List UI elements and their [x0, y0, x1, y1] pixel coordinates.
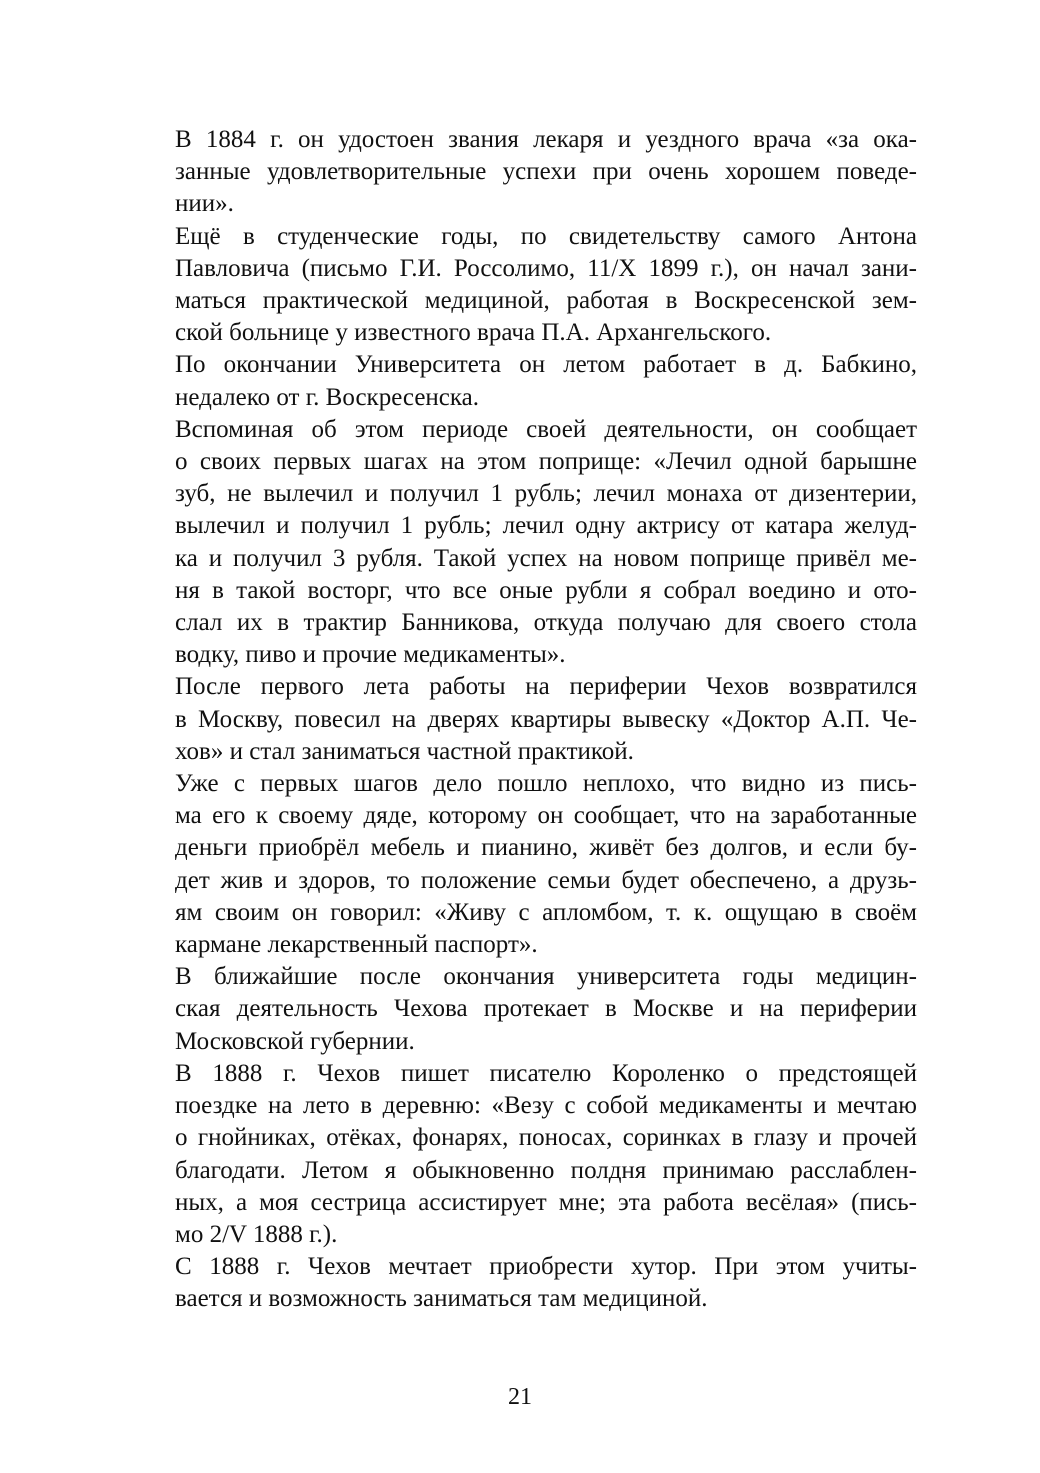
text-line: благодати. Летом я обыкновенно полдня принимаю расслаблен-	[175, 1156, 917, 1184]
text-line: Павловича (письмо Г.И. Россолимо, 11/X 1899 г.), он начал зани-	[175, 254, 917, 282]
text-line: мо 2/V 1888 г.).	[175, 1220, 338, 1248]
paragraph-7	[127, 961, 917, 1058]
text-line: С 1888 г. Чехов мечтает приобрести хутор. При этом учиты-	[175, 1253, 917, 1281]
text-line: кармане лекарственный паспорт».	[175, 931, 538, 959]
text-line: о гнойниках, отёках, фонарях, поносах, соринках в глазу и прочей	[175, 1124, 917, 1152]
text-line: ка и получил 3 рубля. Такой успех на новом поприще привёл ме-	[175, 544, 917, 572]
text-line: слал их в трактир Банникова, откуда получаю для своего стола	[175, 609, 917, 637]
text-line: недалеко от г. Воскресенска.	[175, 383, 480, 411]
text-line: вылечил и получил 1 рубль; лечил одну актрису от катара желуд-	[175, 512, 917, 540]
text-line: В 1888 г. Чехов пишет писателю Короленко о предстоящей	[175, 1059, 917, 1087]
paragraph-6	[127, 768, 917, 961]
text-line: водку, пиво и прочие медикаменты».	[175, 641, 566, 669]
text-line: ской больнице у известного врача П.А. Архангельского.	[175, 319, 772, 347]
text-line: Московской губернии.	[175, 1027, 415, 1055]
paragraph-3	[127, 349, 917, 413]
text-line: В 1884 г. он удостоен звания лекаря и уездного врача «за ока-	[175, 126, 917, 153]
paragraph-4	[127, 414, 917, 672]
text-line: в Москву, повесил на дверях квартиры вывеску «Доктор А.П. Че-	[175, 705, 917, 733]
text-line: ям своим он говорил: «Живу с апломбом, т. к. ощущаю в своём	[175, 898, 917, 926]
text-line: ская деятельность Чехова протекает в Москве и на периферии	[175, 995, 917, 1023]
text-line: По окончании Университета он летом работает в д. Бабкино,	[175, 351, 917, 379]
text-line: поездке на лето в деревню: «Везу с собой медикаменты и мечтаю	[175, 1092, 917, 1120]
text-line: хов» и стал заниматься частной практикой.	[175, 737, 634, 765]
text-line: нии».	[175, 190, 234, 218]
text-line: ня в такой восторг, что все оные рубли я собрал воедино и ото-	[175, 576, 917, 604]
text-line: В ближайшие после окончания университета годы медицин-	[175, 963, 917, 991]
text-line: ма его к своему дяде, которому он сообщает, что на заработанные	[175, 802, 917, 830]
page-body	[127, 124, 917, 1316]
text-line: ных, а моя сестрица ассистирует мне; эта работа весёлая» (пись-	[175, 1188, 917, 1216]
text-line: дет жив и здоров, то положение семьи будет обеспечено, а друзь-	[175, 866, 917, 894]
text-line: вается и возможность заниматься там медициной.	[175, 1285, 708, 1313]
text-line: занные удовлетворительные успехи при очень хорошем поведе-	[175, 158, 917, 186]
text-line: После первого лета работы на периферии Чехов возвратился	[175, 673, 917, 701]
text-line: деньги приобрёл мебель и пианино, живёт без долгов, и если бу-	[175, 834, 917, 862]
paragraph-2	[127, 221, 917, 350]
paragraph-1	[127, 124, 917, 221]
text-line: Ещё в студенческие годы, по свидетельству самого Антона	[175, 222, 917, 250]
page-number: 21	[508, 1384, 532, 1410]
text-line: Вспоминая об этом периоде своей деятельности, он сообщает	[175, 415, 917, 443]
text-line: маться практической медициной, работая в Воскресенской зем-	[175, 287, 917, 315]
text-line: Уже с первых шагов дело пошло неплохо, что видно из пись-	[175, 770, 917, 798]
text-line: зуб, не вылечил и получил 1 рубль; лечил монаха от дизентерии,	[175, 480, 917, 508]
text-line: о своих первых шагах на этом поприще: «Лечил одной барышне	[175, 448, 917, 476]
paragraph-8	[127, 1058, 917, 1251]
paragraph-9	[127, 1251, 917, 1315]
paragraph-5	[127, 671, 917, 768]
